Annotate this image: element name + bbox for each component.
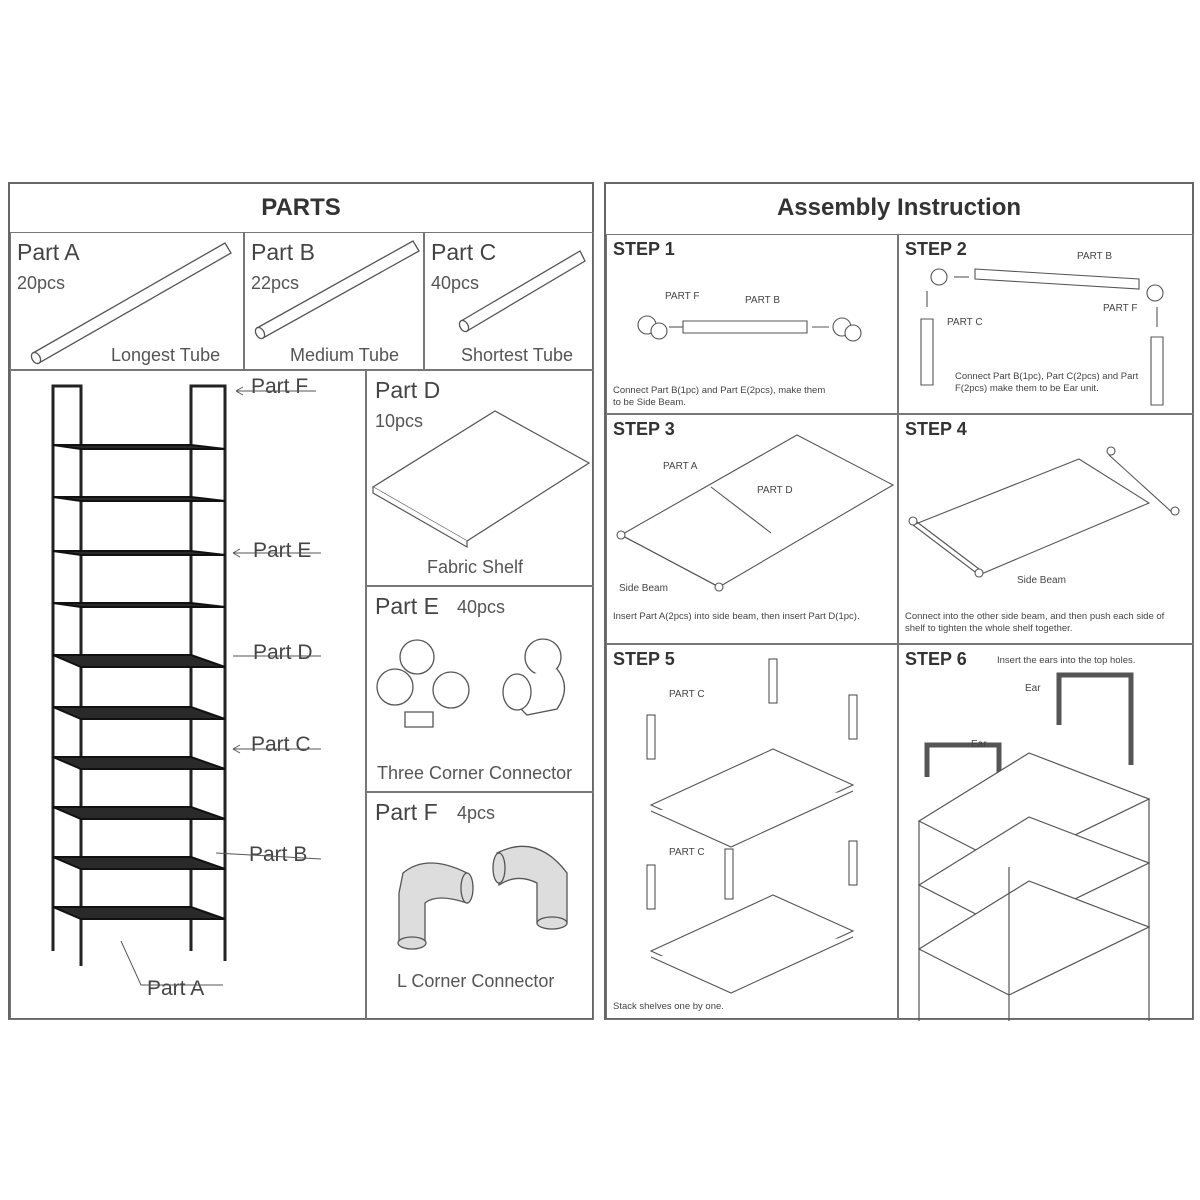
step-5-label-part-c-top: PART C <box>669 689 705 700</box>
step-2-cell <box>898 234 1194 414</box>
part-f-title: Part F <box>375 799 438 825</box>
part-b-desc: Medium Tube <box>290 345 400 365</box>
rack-label-part-d: Part D <box>253 641 313 664</box>
step-2-label-part-b: PART B <box>1077 251 1113 262</box>
part-d-count: 10pcs <box>375 411 424 431</box>
part-e-title: Part E <box>375 593 439 619</box>
step-2-caption: Connect Part B(1pc), Part C(2pcs) and Part F(2pcs) make them to be Ear unit. <box>955 371 1139 394</box>
step-2-label-part-f: PART F <box>1103 303 1138 314</box>
part-b-cell <box>244 232 424 370</box>
part-b-count: 22pcs <box>251 273 300 293</box>
step-1-label-part-b: PART B <box>745 295 781 306</box>
rack-label-part-e: Part E <box>253 539 312 562</box>
rack-leader-lines <box>11 371 367 1021</box>
step-1-cell <box>606 234 898 414</box>
step-6-cell <box>898 644 1194 1020</box>
step-2-title: STEP 2 <box>905 239 967 259</box>
part-c-count: 40pcs <box>431 273 480 293</box>
step-1-title: STEP 1 <box>613 239 675 259</box>
step-4-cell <box>898 414 1194 644</box>
step-5-title: STEP 5 <box>613 649 675 669</box>
step-6-title: STEP 6 <box>905 649 967 669</box>
part-c-title: Part C <box>431 239 497 265</box>
rack-cell <box>10 370 366 1020</box>
step-3-label-part-d: PART D <box>757 485 793 496</box>
part-f-desc: L Corner Connector <box>397 971 555 991</box>
step-6-diagram <box>899 645 1195 1021</box>
step-6-label-ear-left: Ear <box>971 739 987 750</box>
step-4-caption: Connect into the other side beam, and then push each side of shelf to tighten the whole shelf together. <box>905 611 1165 634</box>
parts-panel <box>8 182 594 1020</box>
step-5-cell <box>606 644 898 1020</box>
step-5-label-part-c-bottom: PART C <box>669 847 705 858</box>
step-4-label-side-beam: Side Beam <box>1017 575 1066 586</box>
step-4-title: STEP 4 <box>905 419 967 439</box>
part-e-count: 40pcs <box>457 597 506 617</box>
fabric-shelf-icon <box>367 371 595 587</box>
rack-label-part-f: Part F <box>251 375 309 398</box>
assembly-panel <box>604 182 1194 1020</box>
part-a-desc: Longest Tube <box>111 345 221 365</box>
step-6-caption: Insert the ears into the top holes. <box>997 655 1136 666</box>
step-5-caption: Stack shelves one by one. <box>613 1001 724 1012</box>
step-6-label-ear-top: Ear <box>1025 683 1041 694</box>
part-c-desc: Shortest Tube <box>461 345 574 365</box>
step-3-title: STEP 3 <box>613 419 675 439</box>
part-f-cell <box>366 792 594 1020</box>
step-3-label-side-beam: Side Beam <box>619 583 668 594</box>
step-5-diagram <box>607 645 899 1021</box>
step-2-label-part-c: PART C <box>947 317 983 328</box>
part-c-cell <box>424 232 594 370</box>
assembly-title: Assembly Instruction <box>776 194 1022 221</box>
step-3-cell <box>606 414 898 644</box>
part-e-desc: Three Corner Connector <box>377 763 573 783</box>
part-d-desc: Fabric Shelf <box>427 557 524 577</box>
rack-label-part-a: Part A <box>147 977 205 1000</box>
step-1-label-part-f: PART F <box>665 291 700 302</box>
step-3-label-part-a: PART A <box>663 461 698 472</box>
rack-label-part-b: Part B <box>249 843 308 866</box>
rack-label-part-c: Part C <box>251 733 311 756</box>
part-a-count: 20pcs <box>17 273 66 293</box>
part-b-title: Part B <box>251 239 315 265</box>
part-d-cell <box>366 370 594 586</box>
step-3-caption: Insert Part A(2pcs) into side beam, then insert Part D(1pc). <box>613 611 860 622</box>
part-a-title: Part A <box>17 239 80 265</box>
part-d-title: Part D <box>375 377 441 403</box>
part-e-cell <box>366 586 594 792</box>
parts-title: PARTS <box>261 194 341 221</box>
step-1-caption: Connect Part B(1pc) and Part E(2pcs), make them to be Side Beam. <box>613 385 826 408</box>
part-f-count: 4pcs <box>457 803 496 823</box>
part-a-cell <box>10 232 244 370</box>
